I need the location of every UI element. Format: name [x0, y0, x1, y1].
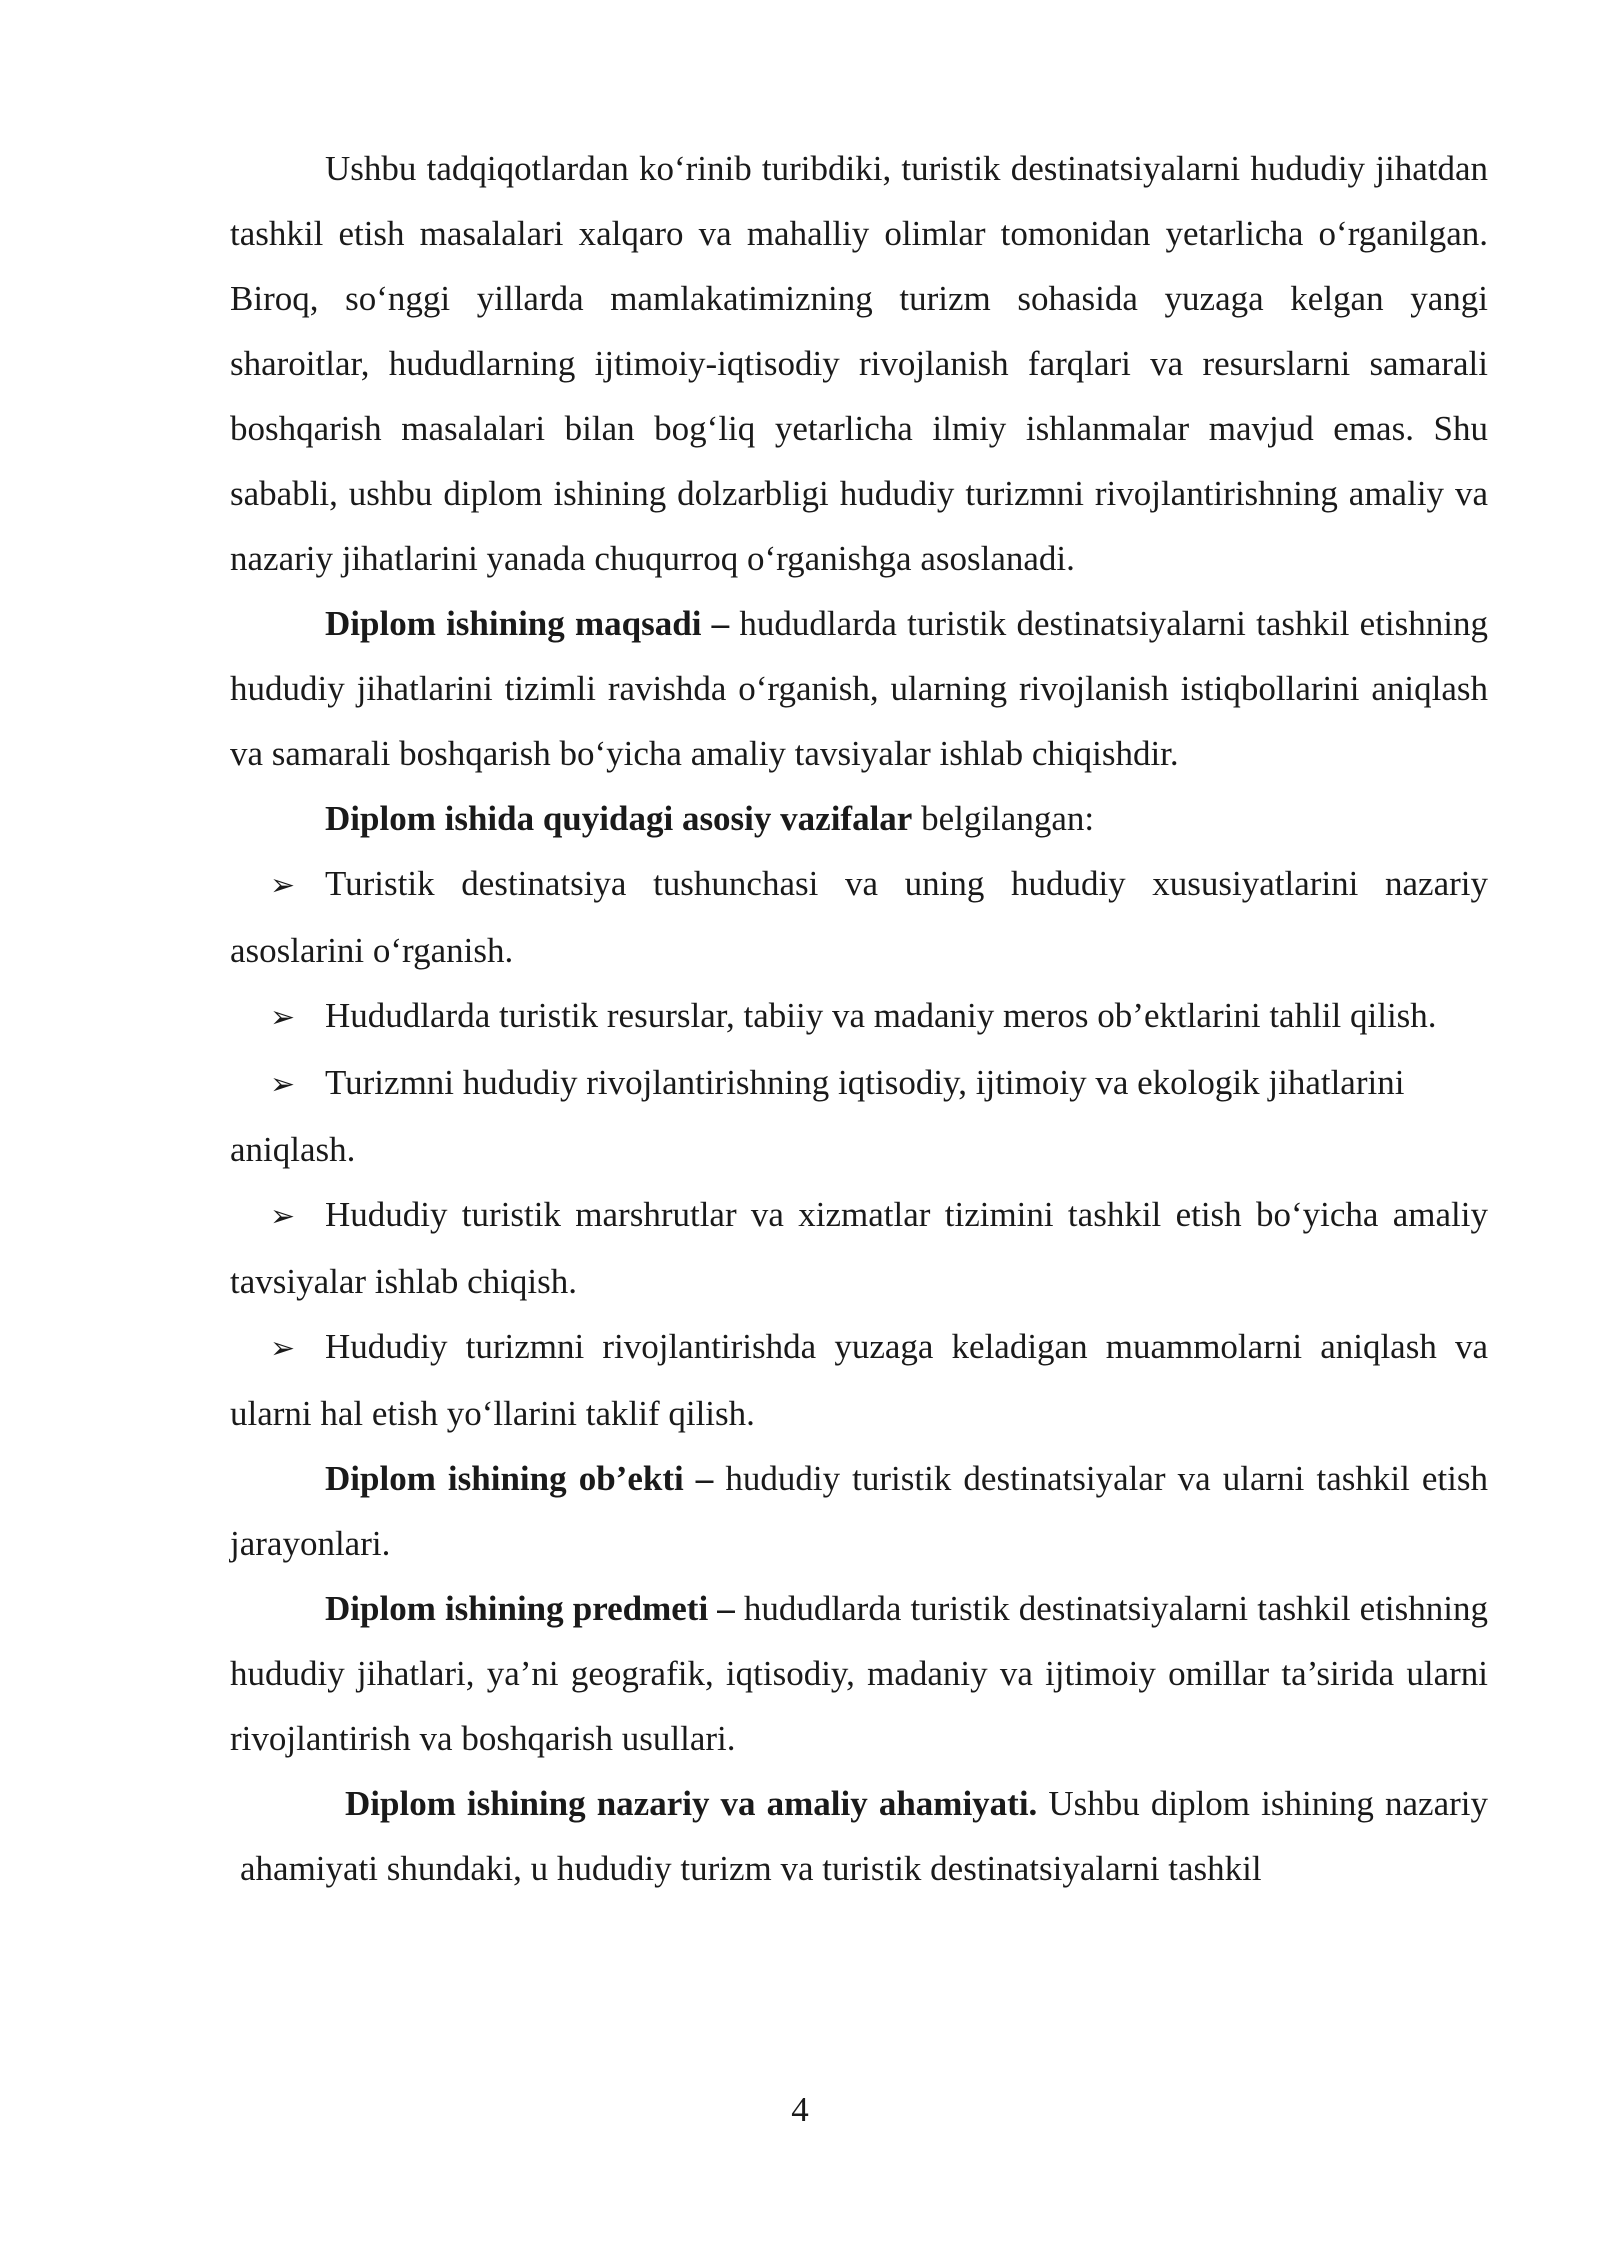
- arrow-bullet-icon: ➢: [270, 1199, 296, 1234]
- task-item: [230, 851, 1488, 983]
- task-item: [230, 983, 1488, 1050]
- subject-paragraph: [230, 1576, 1488, 1771]
- task-text: Hududiy turizmni rivojlantirishda yuzaga keladigan muammolarni aniqlash va ularni hal etish yo‘llarini taklif qilish.: [230, 1327, 1488, 1433]
- object-label: Diplom ishining ob’ekti –: [325, 1459, 714, 1498]
- tasks-label: Diplom ishida quyidagi asosiy vazifalar: [325, 799, 913, 838]
- subject-text: hududlarda turistik destinatsiyalarni tashkil etishning hududiy jihatlari, ya’ni geografik, iqtisodiy, madaniy va ijtimoiy omillar ta’sirida ularni rivojlantirish va boshqarish usullari.: [230, 1589, 1488, 1758]
- arrow-bullet-icon: ➢: [270, 868, 296, 903]
- intro-paragraph: Ushbu tadqiqotlardan ko‘rinib turibdiki, turistik destinatsiyalarni hududiy jihatdan tashkil etish masalalari xalqaro va mahalliy olimlar tomonidan yetarlicha o‘rganilgan. Biroq, so‘nggi yillarda mamlakatimizning turizm sohasida yuzaga kelgan yangi sharoitlar, hududlarning ijtimoiy-iqtisodiy rivojlanish farqlari va resurslarni samarali boshqarish masalalari bilan bog‘liq yetarlicha ilmiy ishlanmalar mavjud emas. Shu sababli, ushbu diplom ishining dolzarbligi hududiy turizmni rivojlantirishning amaliy va nazariy jihatlarini yanada chuqurroq o‘rganishga asoslanadi.: [230, 149, 1488, 578]
- tasks-text: belgilangan:: [912, 799, 1095, 838]
- goal-label: Diplom ishining maqsadi –: [325, 604, 730, 643]
- subject-label: Diplom ishining predmeti –: [325, 1589, 735, 1628]
- arrow-bullet-icon: ➢: [270, 1067, 296, 1102]
- goal-paragraph: [230, 591, 1488, 786]
- task-text: Turistik destinatsiya tushunchasi va uning hududiy xususiyatlarini nazariy asoslarini o‘rganish.: [230, 864, 1488, 970]
- object-paragraph: [230, 1446, 1488, 1576]
- tasks-heading: [230, 786, 1488, 851]
- document-page: [230, 136, 1488, 1901]
- task-text: Hududlarda turistik resurslar, tabiiy va madaniy meros ob’ektlarini tahlil qilish.: [325, 996, 1437, 1035]
- task-item: [230, 1050, 1488, 1182]
- arrow-bullet-icon: ➢: [270, 1000, 296, 1035]
- task-text: Turizmni hududiy rivojlantirishning iqtisodiy, ijtimoiy va ekologik jihatlarini aniqlash.: [230, 1063, 1405, 1169]
- task-text: Hududiy turistik marshrutlar va xizmatlar tizimini tashkil etish bo‘yicha amaliy tavsiyalar ishlab chiqish.: [230, 1195, 1488, 1301]
- task-item: [230, 1182, 1488, 1314]
- object-text: hududiy turistik destinatsiyalar va ularni tashkil etish jarayonlari.: [230, 1459, 1488, 1563]
- significance-label: Diplom ishining nazariy va amaliy ahamiyati.: [345, 1784, 1038, 1823]
- significance-text: Ushbu diplom ishining nazariy ahamiyati shundaki, u hududiy turizm va turistik destinatsiyalarni tashkil: [240, 1784, 1488, 1888]
- page-number: 4: [791, 2090, 809, 2129]
- goal-text: hududlarda turistik destinatsiyalarni tashkil etishning hududiy jihatlarini tizimli ravishda o‘rganish, ularning rivojlanish istiqbollarini aniqlash va samarali boshqarish bo‘yicha amaliy tavsiyalar ishlab chiqishdir.: [230, 604, 1488, 773]
- significance-paragraph: [230, 1771, 1488, 1901]
- arrow-bullet-icon: ➢: [270, 1331, 296, 1366]
- task-item: [230, 1314, 1488, 1446]
